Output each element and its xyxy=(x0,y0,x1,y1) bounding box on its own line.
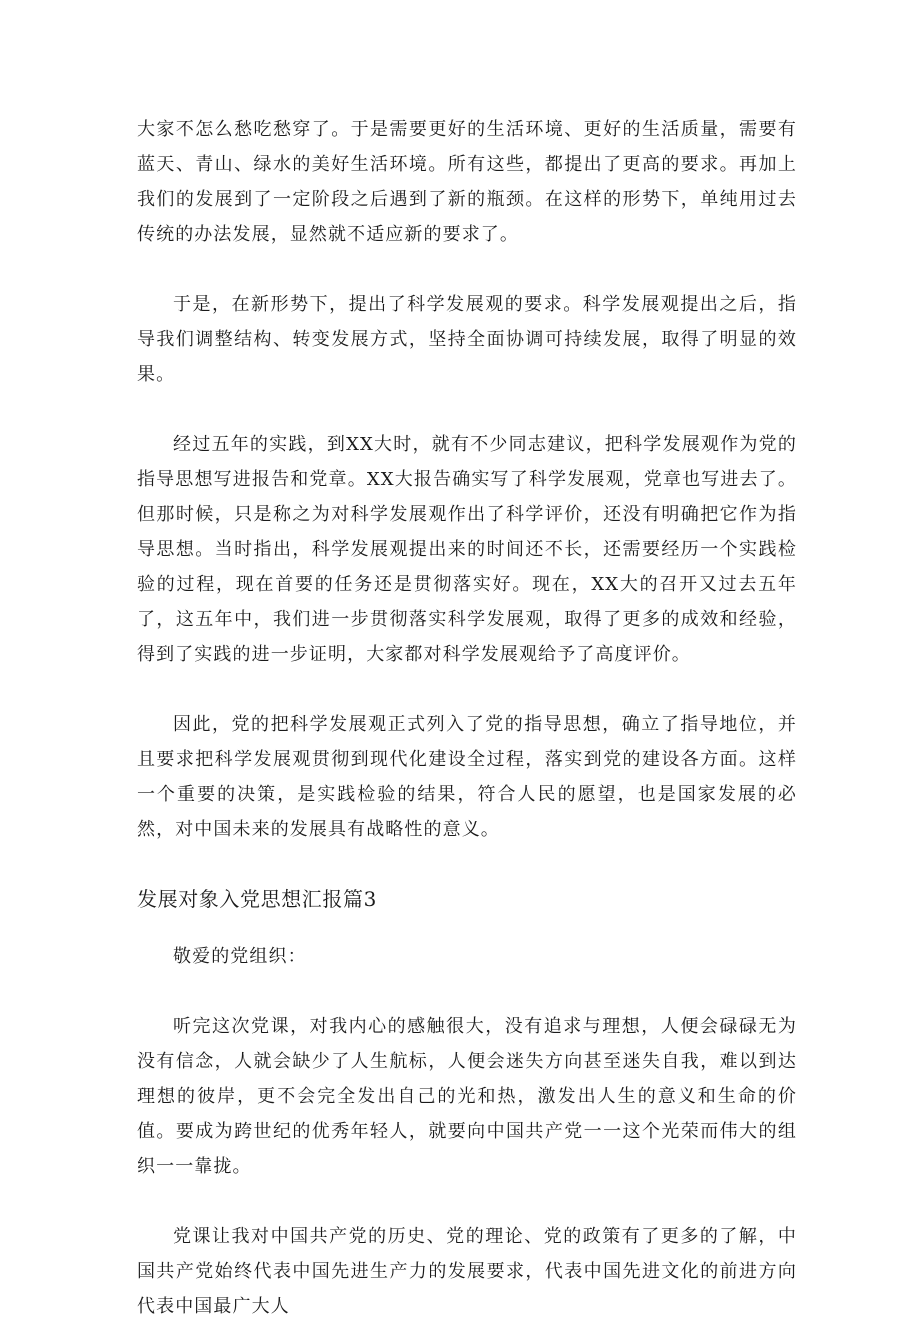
paragraph-scientific-outlook: 于是，在新形势下，提出了科学发展观的要求。科学发展观提出之后，指导我们调整结构、转变发展方式，坚持全面协调可持续发展，取得了明显的效果。 xyxy=(137,294,797,385)
section-heading: 发展对象入党思想汇报篇3 xyxy=(137,887,377,911)
paragraph-party-lecture-feelings: 听完这次党课，对我内心的感触很大，没有追求与理想，人便会碌碌无为没有信念，人就会缺少了人生航标，人便会迷失方向甚至迷失自我，难以到达理想的彼岸，更不会完全发出自己的光和热，激发出人生的意义和生命的价值。要成为跨世纪的优秀年轻人，就要向中国共产党一一这个光荣而伟大的组织一一靠拢。 xyxy=(137,1016,797,1177)
paragraph-guiding-ideology: 因此，党的把科学发展观正式列入了党的指导思想，确立了指导地位，并且要求把科学发展观贯彻到现代化建设全过程，落实到党的建设各方面。这样一个重要的决策，是实践检验的结果，符合人民的愿望，也是国家发展的必然，对中国未来的发展具有战略性的意义。 xyxy=(137,714,797,840)
document-body xyxy=(137,112,797,1324)
paragraph-continuation: 大家不怎么愁吃愁穿了。于是需要更好的生活环境、更好的生活质量，需要有蓝天、青山、绿水的美好生活环境。所有这些，都提出了更高的要求。再加上我们的发展到了一定阶段之后遇到了新的瓶颈。在这样的形势下，单纯用过去传统的办法发展，显然就不适应新的要求了。 xyxy=(137,119,797,245)
paragraph-party-history: 党课让我对中国共产党的历史、党的理论、党的政策有了更多的了解，中国共产党始终代表中国先进生产力的发展要求，代表中国先进文化的前进方向代表中国最广大人 xyxy=(137,1226,797,1317)
paragraph-five-years-practice: 经过五年的实践，到XX大时，就有不少同志建议，把科学发展观作为党的指导思想写进报告和党章。XX大报告确实写了科学发展观，党章也写进去了。但那时候，只是称之为对科学发展观作出了科学评价，还没有明确把它作为指导思想。当时指出，科学发展观提出来的时间还不长，还需要经历一个实践检验的过程，现在首要的任务还是贯彻落实好。现在，XX大的召开又过去五年了，这五年中，我们进一步贯彻落实科学发展观，取得了更多的成效和经验，得到了实践的进一步证明，大家都对科学发展观给予了高度评价。 xyxy=(137,434,797,665)
salutation: 敬爱的党组织： xyxy=(173,946,307,967)
